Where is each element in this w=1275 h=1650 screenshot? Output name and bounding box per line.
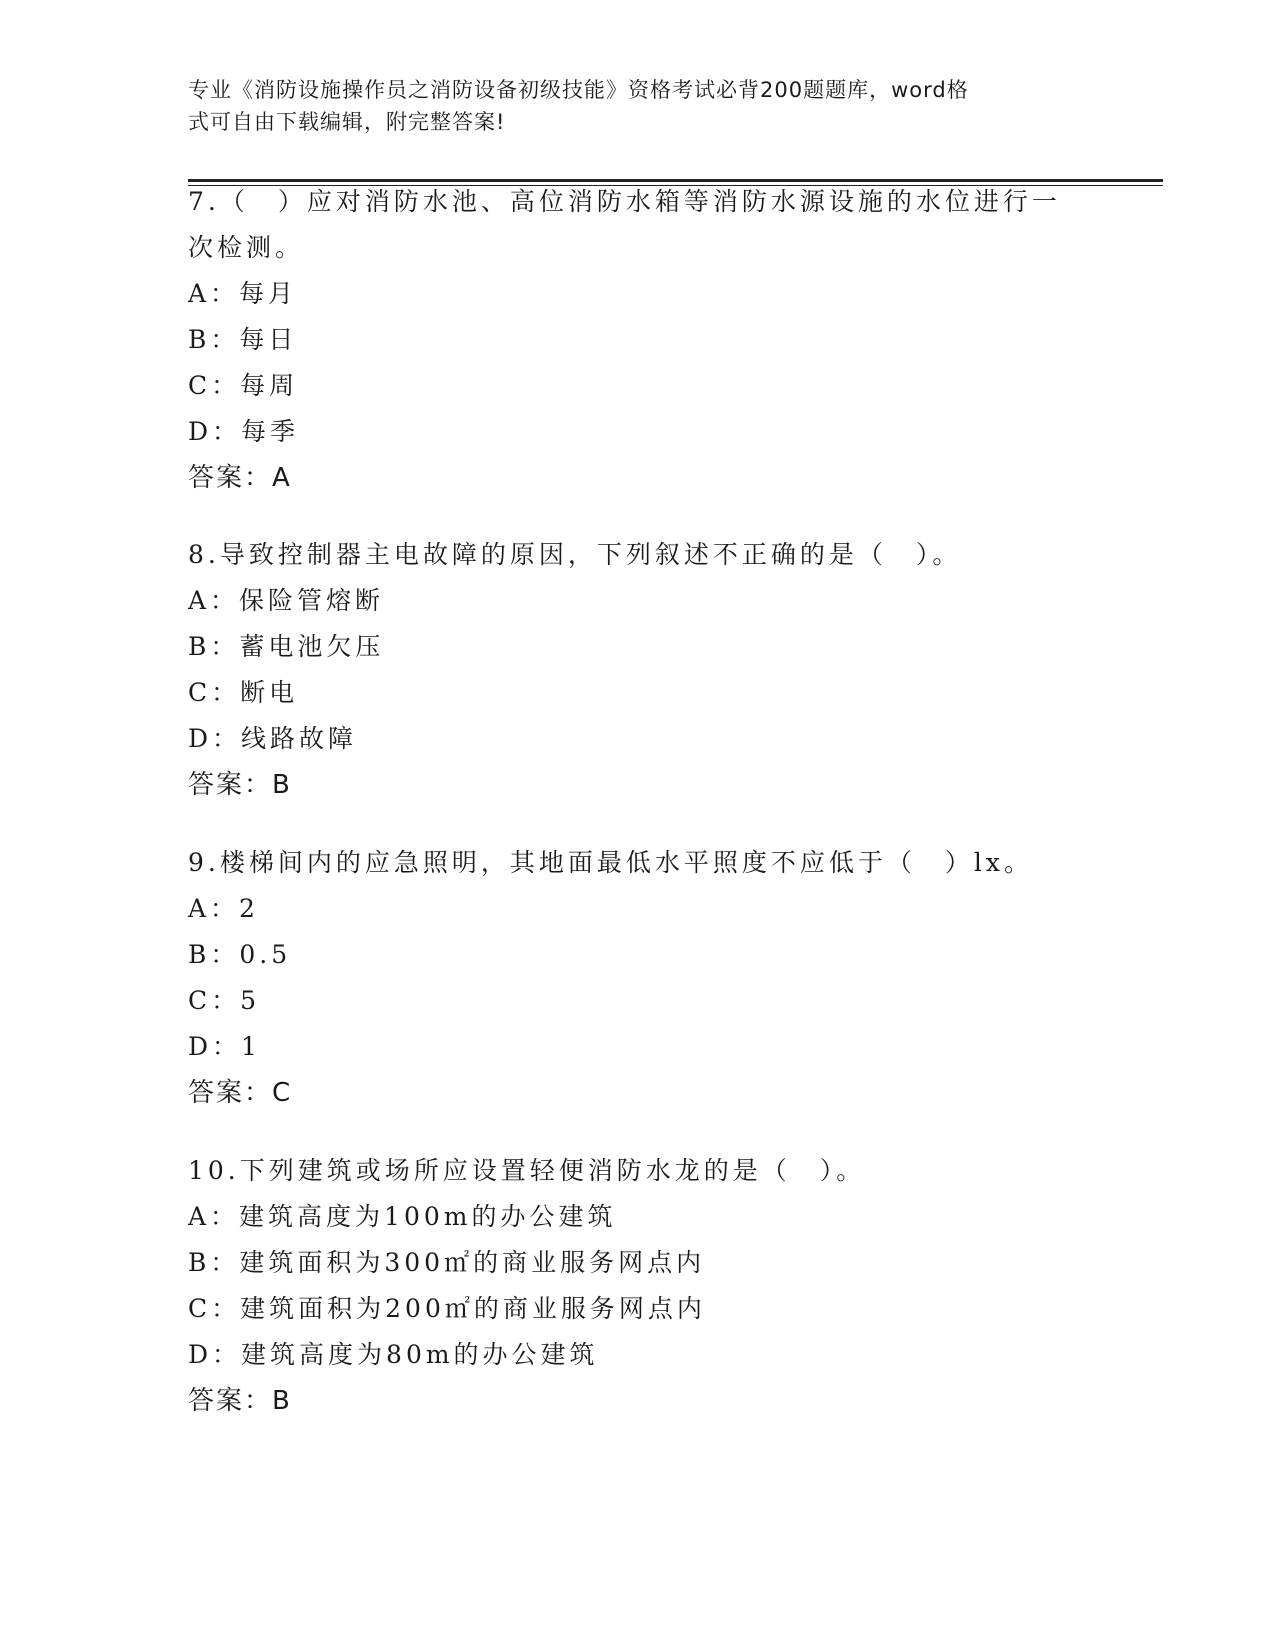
answer-label: 答案：C bbox=[188, 1078, 293, 1108]
answer-label: 答案：A bbox=[188, 463, 292, 493]
option-c: C：5 bbox=[188, 986, 261, 1015]
option-d: D：1 bbox=[188, 1032, 261, 1061]
option-a: A：每月 bbox=[188, 279, 298, 308]
header-line-2: 式可自由下载编辑，附完整答案! bbox=[188, 110, 506, 134]
option-d: D：建筑高度为80m的办公建筑 bbox=[188, 1340, 599, 1369]
option-b: B：每日 bbox=[188, 325, 298, 354]
answer-label: 答案：B bbox=[188, 1386, 292, 1416]
option-c: C：建筑面积为200㎡的商业服务网点内 bbox=[188, 1294, 706, 1323]
option-b: B：0.5 bbox=[188, 940, 292, 969]
question-block-10 bbox=[188, 1148, 1088, 1424]
question-stem: 8.导致控制器主电故障的原因，下列叙述不正确的是（ ）。 bbox=[188, 540, 962, 569]
answer-label: 答案：B bbox=[188, 770, 292, 800]
option-c: C：断电 bbox=[188, 678, 299, 707]
question-block-9 bbox=[188, 840, 1088, 1116]
document-header bbox=[188, 74, 1068, 138]
option-b: B：建筑面积为300㎡的商业服务网点内 bbox=[188, 1248, 706, 1277]
option-b: B：蓄电池欠压 bbox=[188, 632, 385, 661]
question-stem: 7.（ ）应对消防水池、高位消防水箱等消防水源设施的水位进行一 bbox=[188, 187, 1061, 216]
question-stem: 9.楼梯间内的应急照明，其地面最低水平照度不应低于（ ）lx。 bbox=[188, 848, 1033, 877]
option-d: D：每季 bbox=[188, 417, 300, 446]
question-block-8 bbox=[188, 532, 1088, 808]
question-block-7 bbox=[188, 179, 1088, 501]
question-stem: 10.下列建筑或场所应设置轻便消防水龙的是（ ）。 bbox=[188, 1156, 866, 1185]
option-c: C：每周 bbox=[188, 371, 299, 400]
question-stem-continued: 次检测。 bbox=[188, 233, 305, 262]
option-a: A：2 bbox=[188, 894, 259, 923]
option-d: D：线路故障 bbox=[188, 724, 358, 753]
header-line-1: 专业《消防设施操作员之消防设备初级技能》资格考试必背200题题库，word格 bbox=[188, 78, 969, 102]
option-a: A：建筑高度为100m的办公建筑 bbox=[188, 1202, 617, 1231]
option-a: A：保险管熔断 bbox=[188, 586, 385, 615]
